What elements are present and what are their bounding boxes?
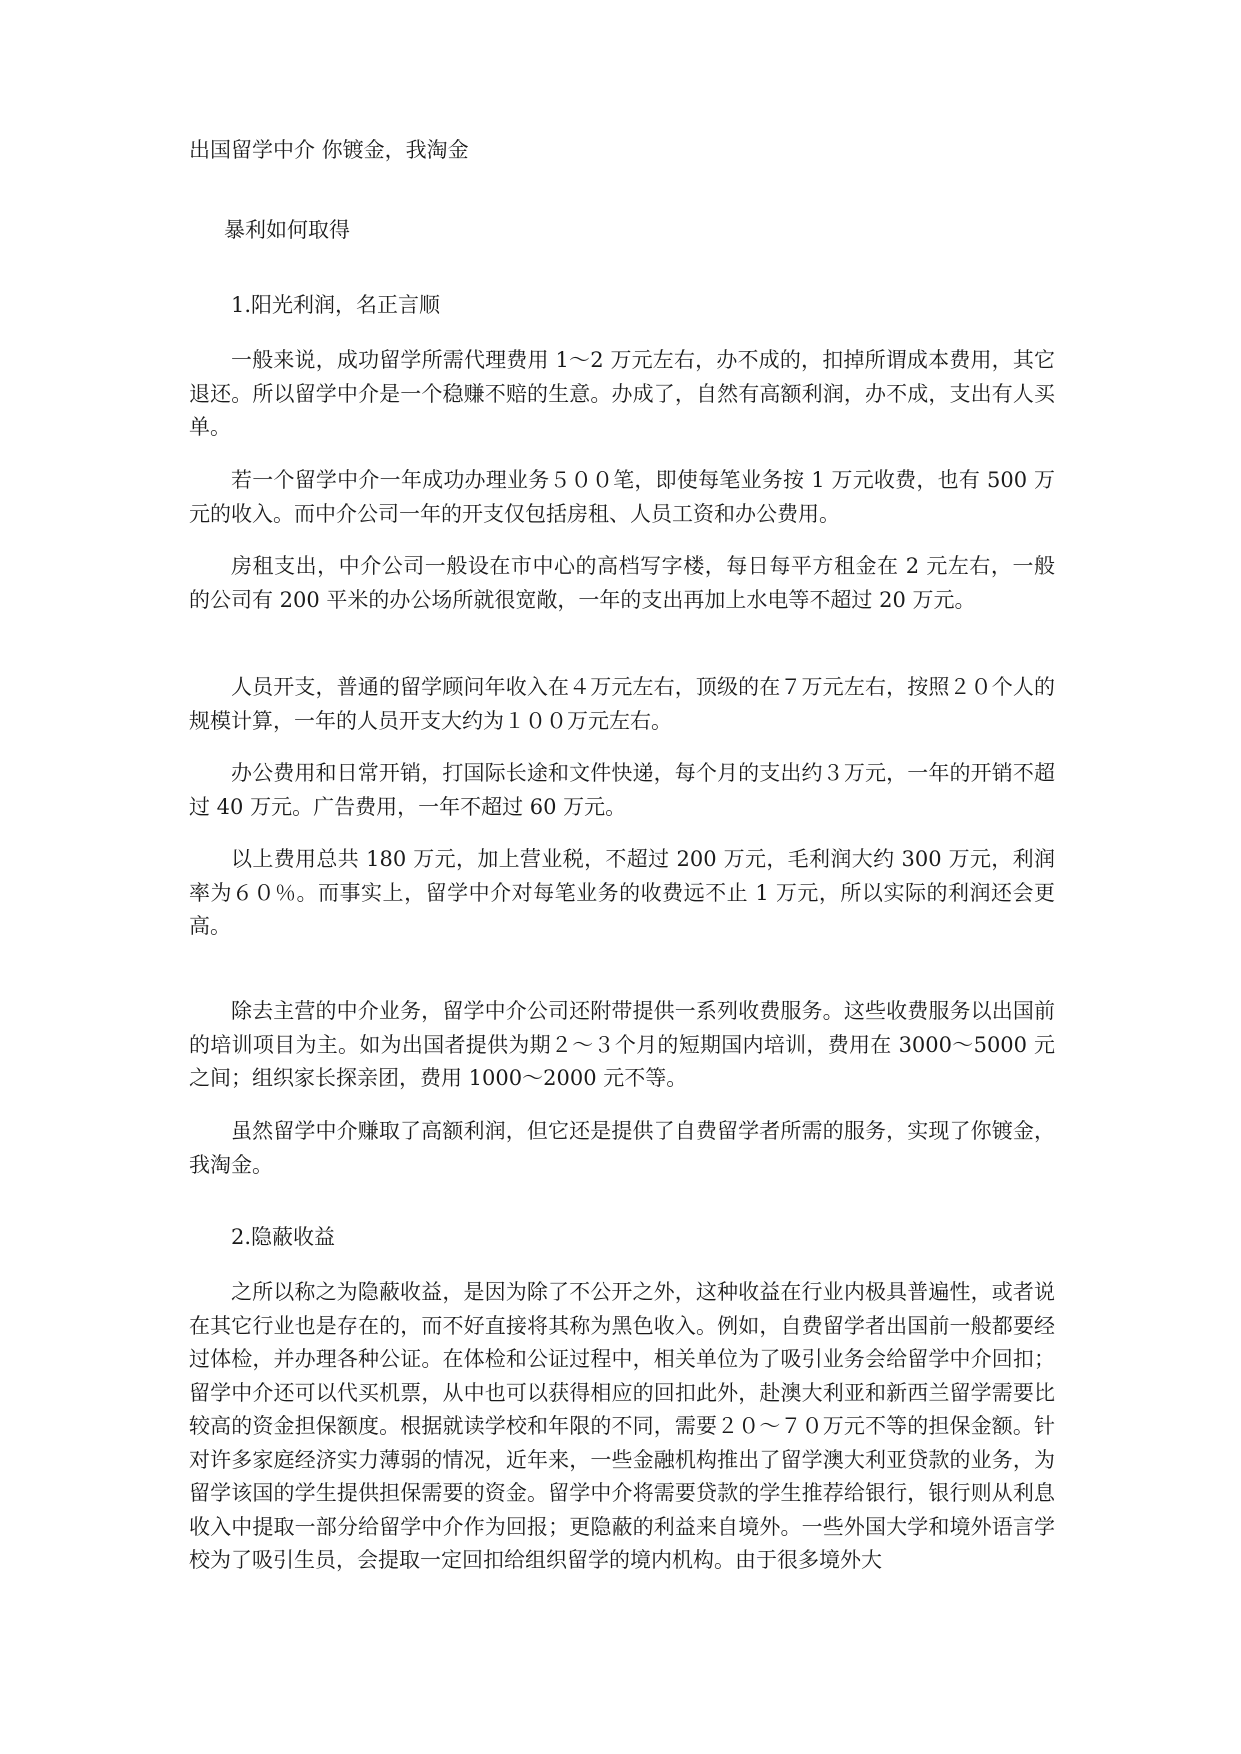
paragraph: [189, 464, 1055, 531]
paragraph-text: 虽然留学中介赚取了高额利润，但它还是提供了自费留学者所需的服务，实现了你镀金，我淘金。: [189, 1119, 1055, 1177]
paragraph-text: 办公费用和日常开销，打国际长途和文件快递，每个月的支出约３万元，一年的开销不超过 40 万元。广告费用，一年不超过 60 万元。: [189, 761, 1055, 819]
paragraph: [189, 344, 1055, 445]
paragraph-text: 一般来说，成功留学所需代理费用 1～2 万元左右，办不成的，扣掉所谓成本费用，其它退还。所以留学中介是一个稳赚不赔的生意。办成了，自然有高额利润，办不成，支出有人买单。: [189, 348, 1055, 439]
paragraph-text: 以上费用总共 180 万元，加上营业税，不超过 200 万元，毛利润大约 300 万元，利润率为６０％。而事实上，留学中介对每笔业务的收费远不止 1 万元，所以实际的利润还会更高。: [189, 847, 1055, 938]
paragraph: [189, 1115, 1055, 1182]
paragraph: [189, 671, 1055, 738]
paragraph: [189, 757, 1055, 824]
paragraph: [189, 550, 1055, 617]
paragraph-text: 人员开支，普通的留学顾问年收入在４万元左右，顶级的在７万元左右，按照２０个人的规模计算，一年的人员开支大约为１００万元左右。: [189, 675, 1055, 733]
paragraph-text: 房租支出，中介公司一般设在市中心的高档写字楼，每日每平方租金在 2 元左右，一般的公司有 200 平米的办公场所就很宽敞，一年的支出再加上水电等不超过 20 万元。: [189, 554, 1055, 612]
paragraph: [189, 995, 1055, 1096]
section-heading-2: 2.隐蔽收益: [231, 1225, 336, 1249]
section-heading-1: 1.阳光利润，名正言顺: [231, 293, 441, 317]
document-subtitle: 暴利如何取得: [224, 218, 350, 242]
paragraph-text: 之所以称之为隐蔽收益，是因为除了不公开之外，这种收益在行业内极具普遍性，或者说在其它行业也是存在的，而不好直接将其称为黑色收入。例如，自费留学者出国前一般都要经过体检，并办理各种公证。在体检和公证过程中，相关单位为了吸引业务会给留学中介回扣；留学中介还可以代买机票，从中也可以获得相应的回扣此外，赴澳大利亚和新西兰留学需要比较高的资金担保额度。根据就读学校和年限的不同，需要２０～７０万元不等的担保金额。针对许多家庭经济实力薄弱的情况，近年来，一些金融机构推出了留学澳大利亚贷款的业务，为留学该国的学生提供担保需要的资金。留学中介将需要贷款的学生推荐给银行，银行则从利息收入中提取一部分给留学中介作为回报；更隐蔽的利益来自境外。一些外国大学和境外语言学校为了吸引生员，会提取一定回扣给组织留学的境内机构。由于很多境外大: [189, 1280, 1055, 1572]
paragraph-text: 若一个留学中介一年成功办理业务５００笔，即使每笔业务按 1 万元收费，也有 500 万元的收入。而中介公司一年的开支仅包括房租、人员工资和办公费用。: [189, 468, 1055, 526]
paragraph: [189, 843, 1055, 944]
paragraph-text: 除去主营的中介业务，留学中介公司还附带提供一系列收费服务。这些收费服务以出国前的培训项目为主。如为出国者提供为期２～３个月的短期国内培训，费用在 3000～5000 元之间；组织家长探亲团，费用 1000～2000 元不等。: [189, 999, 1055, 1090]
document-title: 出国留学中介 你镀金，我淘金: [189, 138, 469, 162]
paragraph: [189, 1276, 1055, 1578]
